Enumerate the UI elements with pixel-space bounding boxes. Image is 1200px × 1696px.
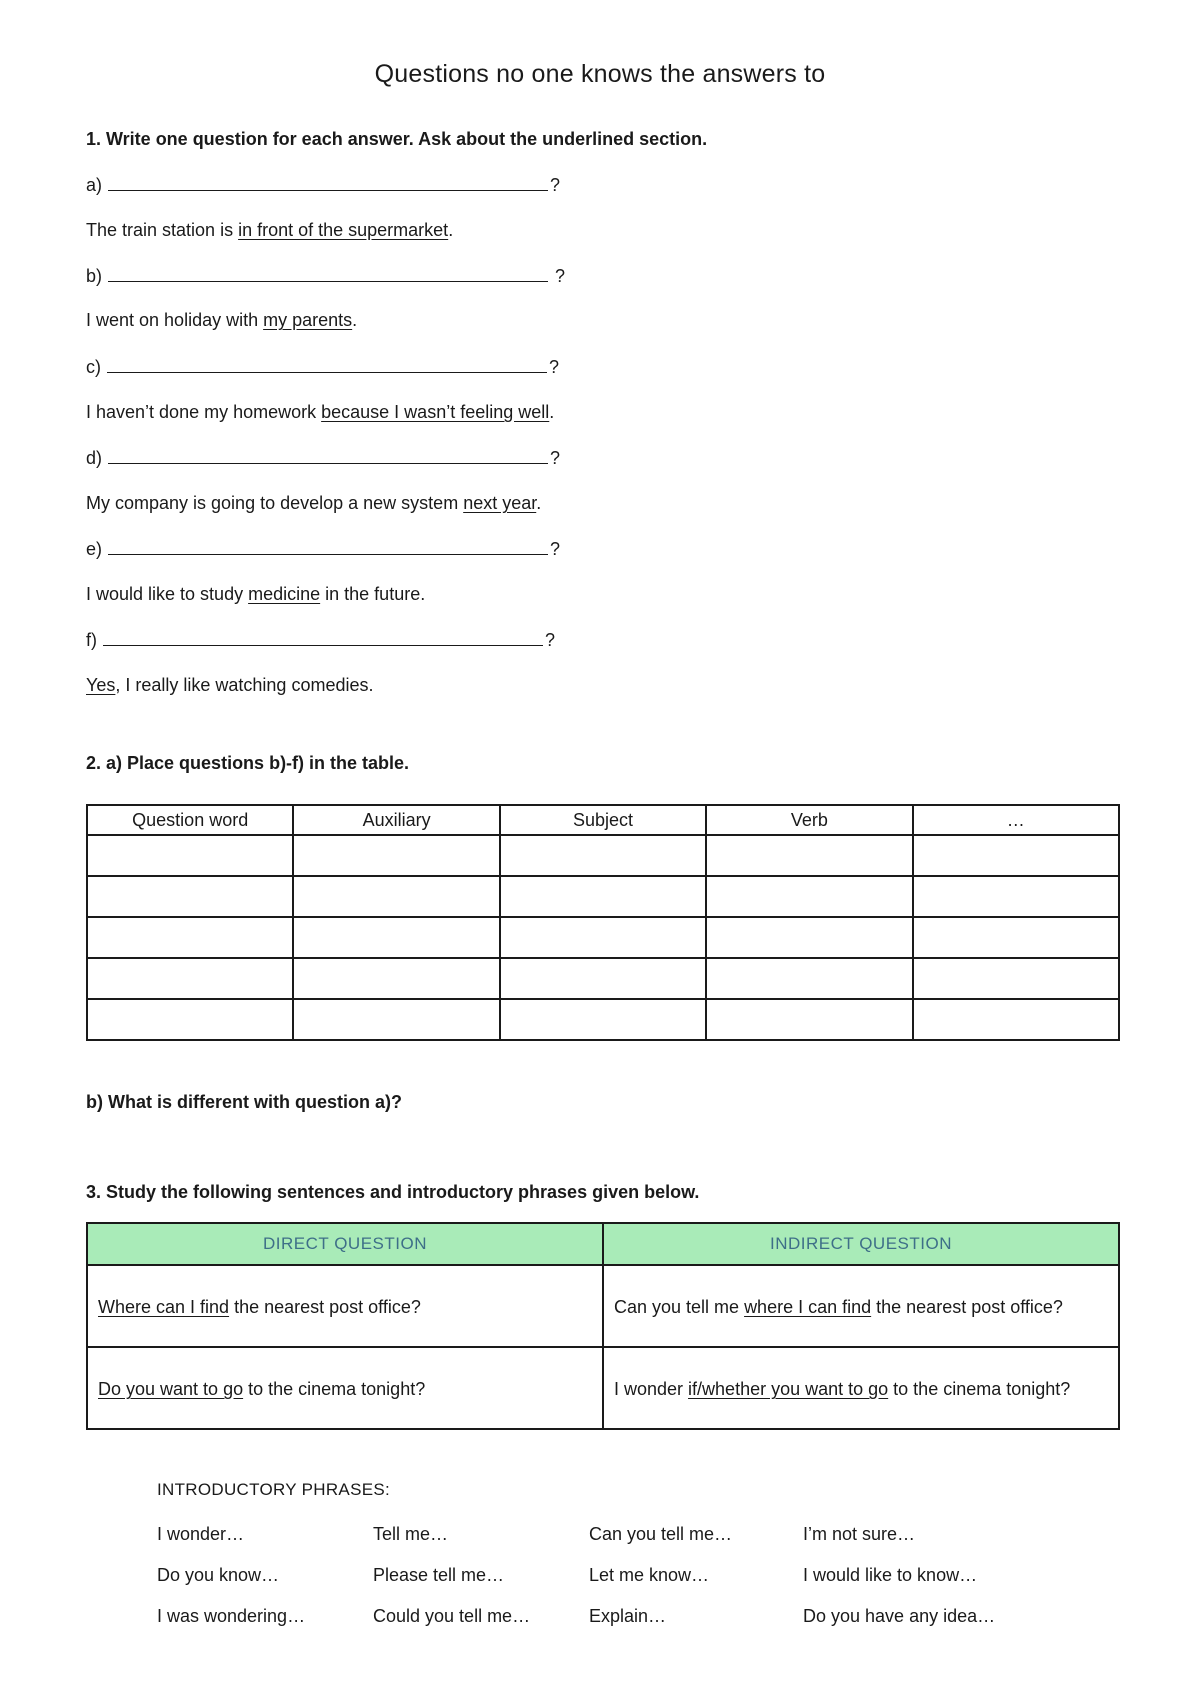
answer-sentence-d bbox=[86, 493, 541, 514]
sentence-text: I went on holiday with bbox=[86, 310, 264, 330]
table-cell[interactable] bbox=[913, 835, 1119, 876]
table-cell[interactable] bbox=[706, 999, 912, 1040]
sentence-text: in the future. bbox=[320, 584, 426, 604]
question-mark: ? bbox=[550, 448, 561, 468]
table-cell[interactable] bbox=[706, 835, 912, 876]
section3-heading: 3. Study the following sentences and introductory phrases given below. bbox=[86, 1182, 700, 1202]
sentence-text: . bbox=[536, 493, 542, 513]
underlined-section: Do you want to go bbox=[98, 1379, 244, 1399]
sentence-text: . bbox=[352, 310, 358, 330]
underlined-section: because I wasn’t feeling well bbox=[321, 402, 550, 422]
question-label: a) bbox=[86, 175, 103, 195]
question-line-d bbox=[86, 447, 560, 469]
underlined-section: Where can I find bbox=[98, 1297, 230, 1317]
phrase-item: I was wondering… bbox=[157, 1606, 306, 1626]
column-header: Auxiliary bbox=[293, 805, 499, 835]
sentence-text: I would like to study bbox=[86, 584, 249, 604]
table-cell[interactable] bbox=[706, 958, 912, 999]
question-mark: ? bbox=[549, 357, 560, 377]
table-row bbox=[87, 917, 1119, 958]
question-mark: ? bbox=[545, 630, 556, 650]
table-row bbox=[87, 999, 1119, 1040]
column-header: … bbox=[913, 805, 1119, 835]
table-cell[interactable] bbox=[500, 999, 706, 1040]
underlined-section: Yes bbox=[86, 675, 116, 695]
section1-heading: 1. Write one question for each answer. Ask about the underlined section. bbox=[86, 129, 708, 149]
answer-blank[interactable] bbox=[108, 538, 548, 555]
underlined-section: medicine bbox=[248, 584, 321, 604]
sentence-text: The train station is bbox=[86, 220, 239, 240]
answer-sentence-a bbox=[86, 220, 453, 241]
question-line-f bbox=[86, 629, 555, 651]
answer-sentence-e bbox=[86, 584, 425, 605]
table-cell[interactable] bbox=[87, 999, 293, 1040]
table-row bbox=[87, 1347, 1119, 1429]
question-line-a bbox=[86, 174, 560, 196]
table-cell[interactable] bbox=[293, 958, 499, 999]
table-cell[interactable] bbox=[500, 876, 706, 917]
underlined-section: next year bbox=[463, 493, 537, 513]
question-mark: ? bbox=[550, 266, 566, 286]
phrase-item: Could you tell me… bbox=[373, 1606, 531, 1626]
question-line-e bbox=[86, 538, 560, 560]
sentence-text: to the cinema tonight? bbox=[243, 1379, 426, 1399]
column-header-direct: DIRECT QUESTION bbox=[87, 1223, 603, 1265]
underlined-section: my parents bbox=[263, 310, 353, 330]
question-label: d) bbox=[86, 448, 103, 468]
answer-sentence-f bbox=[86, 675, 373, 696]
section2a-heading: 2. a) Place questions b)-f) in the table. bbox=[86, 753, 410, 773]
answer-blank[interactable] bbox=[108, 174, 548, 191]
table-cell[interactable] bbox=[87, 876, 293, 917]
column-header: Verb bbox=[706, 805, 912, 835]
phrase-item: I would like to know… bbox=[803, 1565, 978, 1585]
table-cell[interactable] bbox=[87, 835, 293, 876]
table-cell[interactable] bbox=[913, 999, 1119, 1040]
sentence-text: to the cinema tonight? bbox=[888, 1379, 1071, 1399]
word-order-table bbox=[86, 804, 1120, 1041]
answer-sentence-b bbox=[86, 310, 357, 331]
table-cell[interactable] bbox=[293, 917, 499, 958]
table-cell[interactable] bbox=[293, 999, 499, 1040]
direct-question-cell bbox=[87, 1347, 603, 1429]
phrase-item: I wonder… bbox=[157, 1524, 245, 1544]
question-label: e) bbox=[86, 539, 103, 559]
table-cell[interactable] bbox=[500, 917, 706, 958]
table-row bbox=[87, 1265, 1119, 1347]
answer-sentence-c bbox=[86, 402, 554, 423]
answer-blank[interactable] bbox=[107, 356, 547, 373]
question-label: b) bbox=[86, 266, 103, 286]
phrase-item: Explain… bbox=[589, 1606, 667, 1626]
phrase-item: Do you know… bbox=[157, 1565, 280, 1585]
table-header-row bbox=[87, 1223, 1119, 1265]
sentence-text: the nearest post office? bbox=[229, 1297, 421, 1317]
phrase-item: Please tell me… bbox=[373, 1565, 505, 1585]
sentence-text: . bbox=[448, 220, 454, 240]
introductory-phrases-label: INTRODUCTORY PHRASES: bbox=[157, 1480, 391, 1499]
answer-blank[interactable] bbox=[108, 447, 548, 464]
question-label: c) bbox=[86, 357, 101, 377]
phrase-item: Tell me… bbox=[373, 1524, 449, 1544]
question-mark: ? bbox=[550, 539, 561, 559]
table-cell[interactable] bbox=[913, 876, 1119, 917]
sentence-text: . bbox=[549, 402, 555, 422]
table-cell[interactable] bbox=[87, 917, 293, 958]
sentence-text: I haven’t done my homework bbox=[86, 402, 322, 422]
introductory-phrases-grid bbox=[157, 1524, 1057, 1627]
table-row bbox=[87, 835, 1119, 876]
table-cell[interactable] bbox=[913, 958, 1119, 999]
table-cell[interactable] bbox=[293, 835, 499, 876]
sentence-text: I wonder bbox=[614, 1379, 689, 1399]
question-line-c bbox=[86, 356, 559, 378]
underlined-section: in front of the supermarket bbox=[238, 220, 449, 240]
direct-question-cell bbox=[87, 1265, 603, 1347]
table-cell[interactable] bbox=[293, 876, 499, 917]
table-cell[interactable] bbox=[913, 917, 1119, 958]
column-header: Question word bbox=[87, 805, 293, 835]
table-cell[interactable] bbox=[87, 958, 293, 999]
phrase-item: Let me know… bbox=[589, 1565, 710, 1585]
indirect-question-cell bbox=[603, 1347, 1119, 1429]
question-line-b bbox=[86, 265, 565, 287]
column-header-indirect: INDIRECT QUESTION bbox=[603, 1223, 1119, 1265]
phrase-item: I’m not sure… bbox=[803, 1524, 916, 1544]
table-row bbox=[87, 958, 1119, 999]
phrase-item: Can you tell me… bbox=[589, 1524, 733, 1544]
sentence-text: the nearest post office? bbox=[871, 1297, 1063, 1317]
indirect-question-cell bbox=[603, 1265, 1119, 1347]
sentence-text: , I really like watching comedies. bbox=[115, 675, 374, 695]
page-title: Questions no one knows the answers to bbox=[374, 60, 826, 88]
sentence-text: My company is going to develop a new system bbox=[86, 493, 464, 513]
table-header-row bbox=[87, 805, 1119, 835]
table-row bbox=[87, 876, 1119, 917]
table-cell[interactable] bbox=[706, 917, 912, 958]
answer-blank[interactable] bbox=[108, 265, 548, 282]
column-header: Subject bbox=[500, 805, 706, 835]
table-cell[interactable] bbox=[500, 835, 706, 876]
sentence-text: Can you tell me bbox=[614, 1297, 745, 1317]
answer-blank[interactable] bbox=[103, 629, 543, 646]
section2b-heading: b) What is different with question a)? bbox=[86, 1092, 402, 1112]
underlined-section: where I can find bbox=[744, 1297, 872, 1317]
phrase-item: Do you have any idea… bbox=[803, 1606, 996, 1626]
question-mark: ? bbox=[550, 175, 561, 195]
question-label: f) bbox=[86, 630, 97, 650]
direct-indirect-table bbox=[86, 1222, 1120, 1430]
table-cell[interactable] bbox=[706, 876, 912, 917]
underlined-section: if/whether you want to go bbox=[688, 1379, 889, 1399]
table-cell[interactable] bbox=[500, 958, 706, 999]
